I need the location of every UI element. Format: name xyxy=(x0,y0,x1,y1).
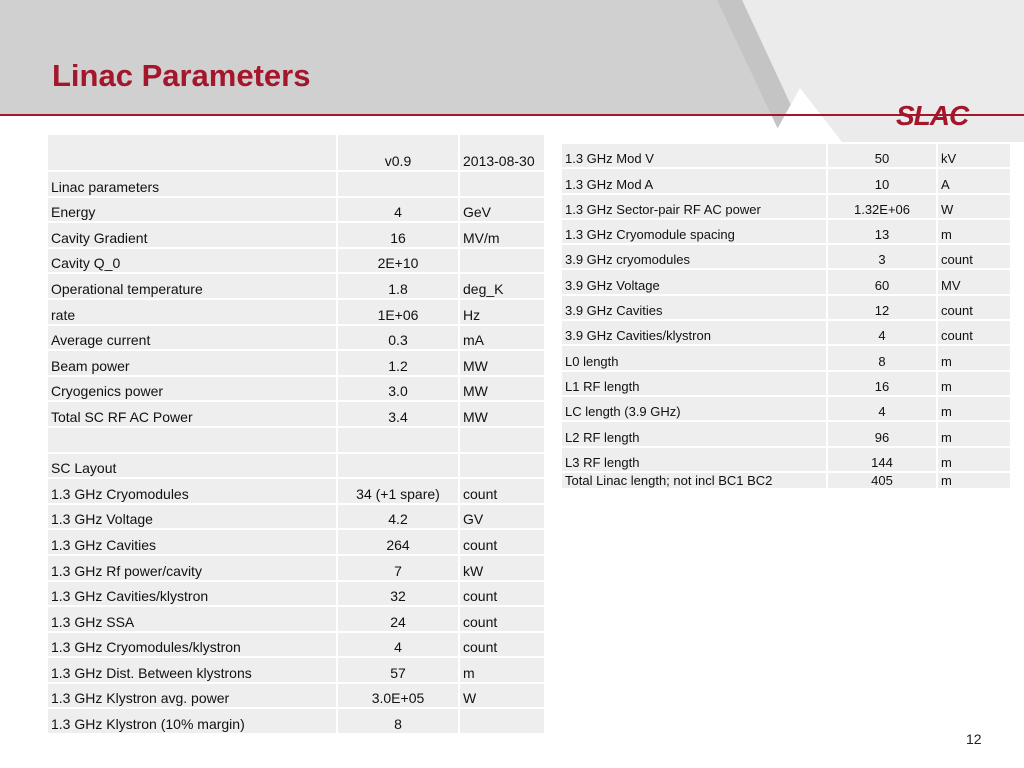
page-number: 12 xyxy=(966,731,982,747)
param-value-cell: 8 xyxy=(337,708,459,734)
param-name-cell: 3.9 GHz Cavities xyxy=(561,295,827,320)
param-unit-cell: m xyxy=(937,447,1011,472)
param-value-cell xyxy=(337,453,459,479)
param-name-cell: L0 length xyxy=(561,345,827,370)
param-name-cell: 1.3 GHz Cryomodule spacing xyxy=(561,219,827,244)
param-unit-cell: MW xyxy=(459,376,545,402)
table-row xyxy=(47,632,545,658)
param-name-cell: LC length (3.9 GHz) xyxy=(561,396,827,421)
date-header-cell: 2013-08-30 xyxy=(459,134,545,171)
param-unit-cell: W xyxy=(937,194,1011,219)
table-row xyxy=(47,606,545,632)
param-name-cell: Beam power xyxy=(47,350,337,376)
table-row xyxy=(561,295,1011,320)
table-row xyxy=(47,273,545,299)
param-unit-cell: MV/m xyxy=(459,222,545,248)
param-name-cell: L3 RF length xyxy=(561,447,827,472)
table-row xyxy=(561,244,1011,269)
table-row xyxy=(47,581,545,607)
param-unit-cell: deg_K xyxy=(459,273,545,299)
param-unit-cell xyxy=(459,427,545,453)
param-unit-cell: count xyxy=(937,295,1011,320)
param-value-cell: 16 xyxy=(337,222,459,248)
param-value-cell: 57 xyxy=(337,657,459,683)
table-row xyxy=(47,478,545,504)
table-row xyxy=(561,396,1011,421)
table-row xyxy=(47,529,545,555)
param-value-cell: 32 xyxy=(337,581,459,607)
table-row xyxy=(47,248,545,274)
param-value-cell: 2E+10 xyxy=(337,248,459,274)
param-unit-cell: m xyxy=(937,345,1011,370)
table-row xyxy=(47,427,545,453)
param-unit-cell: Hz xyxy=(459,299,545,325)
table-row xyxy=(47,683,545,709)
param-unit-cell xyxy=(459,248,545,274)
param-value-cell: 60 xyxy=(827,269,937,294)
param-value-cell: 3.4 xyxy=(337,401,459,427)
param-name-cell: 1.3 GHz Dist. Between klystrons xyxy=(47,657,337,683)
param-name-cell: Average current xyxy=(47,325,337,351)
param-unit-cell: mA xyxy=(459,325,545,351)
param-unit-cell: count xyxy=(937,244,1011,269)
param-unit-cell: count xyxy=(459,606,545,632)
param-name-cell: Operational temperature xyxy=(47,273,337,299)
param-name-cell: L2 RF length xyxy=(561,421,827,446)
table-row xyxy=(561,472,1011,489)
param-unit-cell: count xyxy=(459,581,545,607)
param-name-cell: 1.3 GHz Mod V xyxy=(561,143,827,168)
table-row xyxy=(47,401,545,427)
param-name-cell: 3.9 GHz Cavities/klystron xyxy=(561,320,827,345)
table-row xyxy=(561,269,1011,294)
param-name-cell: 1.3 GHz Rf power/cavity xyxy=(47,555,337,581)
param-name-cell: Cavity Gradient xyxy=(47,222,337,248)
param-name-cell xyxy=(47,427,337,453)
param-value-cell: 4 xyxy=(337,197,459,223)
param-name-cell: 1.3 GHz Klystron avg. power xyxy=(47,683,337,709)
param-unit-cell: kW xyxy=(459,555,545,581)
table-row xyxy=(561,194,1011,219)
param-value-cell: 3.0E+05 xyxy=(337,683,459,709)
param-unit-cell: m xyxy=(937,472,1011,489)
param-value-cell: 405 xyxy=(827,472,937,489)
param-unit-cell: m xyxy=(937,371,1011,396)
param-unit-cell: count xyxy=(459,632,545,658)
param-value-cell: 1.8 xyxy=(337,273,459,299)
param-name-cell: 1.3 GHz Mod A xyxy=(561,168,827,193)
version-header-cell: v0.9 xyxy=(337,134,459,171)
param-name-cell: rate xyxy=(47,299,337,325)
param-name-cell: 1.3 GHz SSA xyxy=(47,606,337,632)
param-name-cell: SC Layout xyxy=(47,453,337,479)
param-value-cell: 34 (+1 spare) xyxy=(337,478,459,504)
param-value-cell: 96 xyxy=(827,421,937,446)
param-value-cell: 12 xyxy=(827,295,937,320)
param-value-cell: 1E+06 xyxy=(337,299,459,325)
table-row xyxy=(47,376,545,402)
header-blank-cell xyxy=(47,134,337,171)
param-name-cell: Cryogenics power xyxy=(47,376,337,402)
param-value-cell: 1.2 xyxy=(337,350,459,376)
param-unit-cell: W xyxy=(459,683,545,709)
param-unit-cell: count xyxy=(459,478,545,504)
param-name-cell: 1.3 GHz Voltage xyxy=(47,504,337,530)
param-unit-cell: GeV xyxy=(459,197,545,223)
table-row xyxy=(47,222,545,248)
table-row xyxy=(47,708,545,734)
param-unit-cell: kV xyxy=(937,143,1011,168)
param-value-cell: 4 xyxy=(827,320,937,345)
param-unit-cell: MW xyxy=(459,401,545,427)
table-header-row xyxy=(47,134,545,171)
table-row xyxy=(561,345,1011,370)
param-unit-cell: m xyxy=(937,219,1011,244)
param-name-cell: Cavity Q_0 xyxy=(47,248,337,274)
table-row xyxy=(47,325,545,351)
param-value-cell xyxy=(337,427,459,453)
param-value-cell: 7 xyxy=(337,555,459,581)
param-name-cell: Energy xyxy=(47,197,337,223)
param-unit-cell: A xyxy=(937,168,1011,193)
param-name-cell: 1.3 GHz Cavities xyxy=(47,529,337,555)
param-name-cell: 3.9 GHz cryomodules xyxy=(561,244,827,269)
param-name-cell: 1.3 GHz Cryomodules/klystron xyxy=(47,632,337,658)
param-value-cell: 4.2 xyxy=(337,504,459,530)
param-value-cell: 3.0 xyxy=(337,376,459,402)
table-row xyxy=(47,453,545,479)
title-rule xyxy=(0,114,1024,116)
rf-layout-table xyxy=(560,142,1012,490)
param-unit-cell: count xyxy=(459,529,545,555)
table-row xyxy=(47,657,545,683)
param-unit-cell: m xyxy=(937,396,1011,421)
param-name-cell: Total Linac length; not incl BC1 BC2 xyxy=(561,472,827,489)
table-row xyxy=(561,320,1011,345)
param-value-cell xyxy=(337,171,459,197)
param-value-cell: 1.32E+06 xyxy=(827,194,937,219)
table-row xyxy=(561,219,1011,244)
param-name-cell: Total SC RF AC Power xyxy=(47,401,337,427)
param-value-cell: 4 xyxy=(337,632,459,658)
param-value-cell: 3 xyxy=(827,244,937,269)
param-value-cell: 0.3 xyxy=(337,325,459,351)
table-row xyxy=(561,168,1011,193)
param-value-cell: 10 xyxy=(827,168,937,193)
param-value-cell: 16 xyxy=(827,371,937,396)
param-value-cell: 13 xyxy=(827,219,937,244)
table-row xyxy=(47,197,545,223)
param-unit-cell xyxy=(459,171,545,197)
table-row xyxy=(47,299,545,325)
table-row xyxy=(47,555,545,581)
param-value-cell: 264 xyxy=(337,529,459,555)
param-name-cell: 1.3 GHz Sector-pair RF AC power xyxy=(561,194,827,219)
table-row xyxy=(561,143,1011,168)
param-unit-cell: count xyxy=(937,320,1011,345)
table-row xyxy=(561,447,1011,472)
param-name-cell: 1.3 GHz Cavities/klystron xyxy=(47,581,337,607)
table-row xyxy=(561,421,1011,446)
slide-title: Linac Parameters xyxy=(52,58,311,93)
param-name-cell: 1.3 GHz Klystron (10% margin) xyxy=(47,708,337,734)
table-row xyxy=(47,350,545,376)
param-value-cell: 4 xyxy=(827,396,937,421)
table-row xyxy=(47,171,545,197)
param-value-cell: 24 xyxy=(337,606,459,632)
param-unit-cell xyxy=(459,708,545,734)
slac-logo: SLAC xyxy=(896,100,969,131)
param-value-cell: 8 xyxy=(827,345,937,370)
param-unit-cell: MW xyxy=(459,350,545,376)
param-name-cell: 1.3 GHz Cryomodules xyxy=(47,478,337,504)
param-name-cell: Linac parameters xyxy=(47,171,337,197)
table-row xyxy=(561,371,1011,396)
param-name-cell: L1 RF length xyxy=(561,371,827,396)
linac-parameters-table xyxy=(46,133,546,735)
param-unit-cell: m xyxy=(937,421,1011,446)
param-unit-cell: MV xyxy=(937,269,1011,294)
table-row xyxy=(47,504,545,530)
param-unit-cell: m xyxy=(459,657,545,683)
param-unit-cell xyxy=(459,453,545,479)
param-value-cell: 144 xyxy=(827,447,937,472)
param-value-cell: 50 xyxy=(827,143,937,168)
param-unit-cell: GV xyxy=(459,504,545,530)
param-name-cell: 3.9 GHz Voltage xyxy=(561,269,827,294)
